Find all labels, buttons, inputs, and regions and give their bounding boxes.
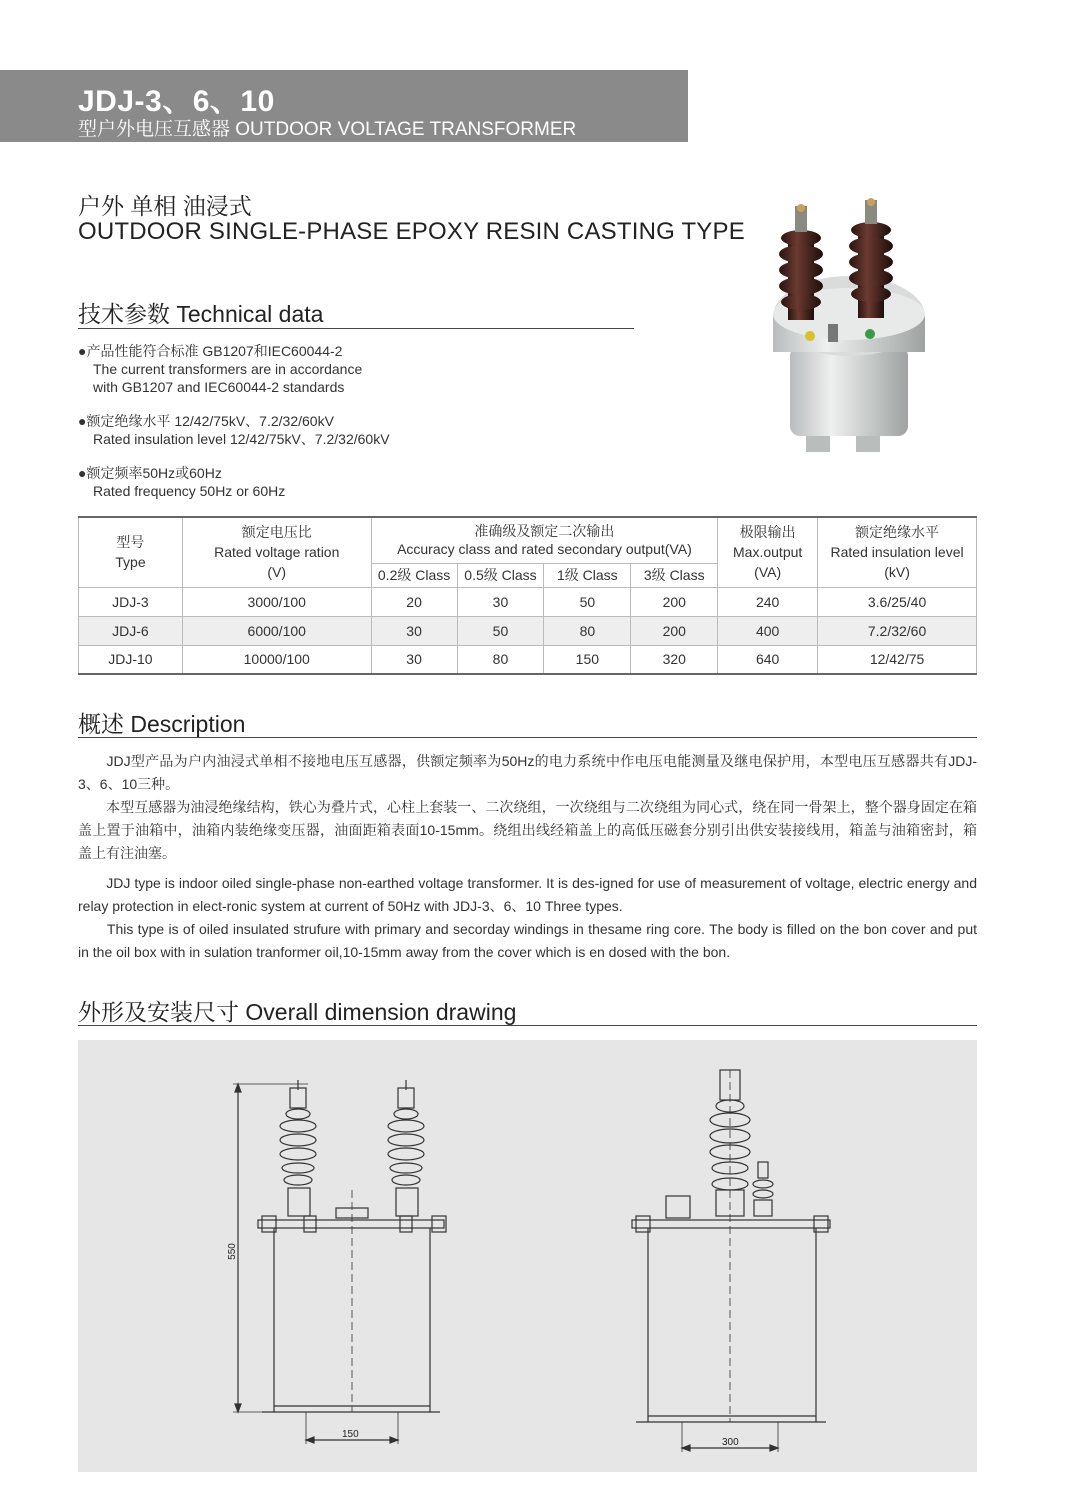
description-cn — [78, 750, 977, 865]
bullet-standard-en1: The current transformers are in accordance — [93, 361, 363, 377]
front-view — [233, 1080, 446, 1444]
bullet-insulation-en: Rated insulation level 12/42/75kV、7.2/32/60kV — [93, 431, 390, 447]
model-title: JDJ-3、6、10 — [78, 85, 275, 118]
col-accuracy: 准确级及额定二次输出 Accuracy class and rated secondary output(VA) — [371, 517, 718, 563]
bullet-insulation-cn: ●额定绝缘水平 12/42/75kV、7.2/32/60kV — [78, 413, 334, 429]
col-max-output: 极限输出 Max.output (VA) — [718, 517, 818, 587]
table-row: JDJ-10 10000/100 30 80 150 320 640 12/42/75 — [79, 645, 977, 674]
dimension-drawing — [78, 1040, 977, 1472]
bullet-standard — [78, 342, 678, 396]
bullet-frequency-cn: ●额定频率50Hz或60Hz — [78, 465, 222, 481]
col-insulation: 额定绝缘水平 Rated insulation level (kV) — [818, 517, 977, 587]
bullet-standard-en2: with GB1207 and IEC60044-2 standards — [93, 379, 345, 395]
drawing-rule — [78, 1025, 977, 1026]
technical-data-heading: 技术参数 Technical data — [78, 301, 324, 327]
table-row: JDJ-6 6000/100 30 50 80 200 400 7.2/32/60 — [79, 616, 977, 645]
banner-subtitle: 型户外电压互感器 OUTDOOR VOLTAGE TRANSFORMER — [78, 119, 577, 140]
left-base-dimension-label: 150 — [342, 1429, 359, 1440]
product-subtitle-cn: 户外 单相 油浸式 — [78, 193, 252, 219]
description-rule — [78, 737, 977, 738]
description-en — [78, 872, 977, 964]
header-banner — [0, 70, 688, 142]
description-cn-p2: 本型互感器为油浸绝缘结构，铁心为叠片式，心柱上套装一、二次绕组，一次绕组与二次绕组为同心式，绕在同一骨架上，整个器身固定在箱盖上置于油箱中，油箱内装绝缘变压器，油面距箱表面10-15mm。绕组出线经箱盖上的高低压磁套分别引出供安装接线用，箱盖与油箱密封，箱盖上有注油塞。 — [78, 799, 977, 861]
technical-data-table — [78, 516, 977, 675]
side-view — [632, 1070, 830, 1452]
product-subtitle-en: OUTDOOR SINGLE-PHASE EPOXY RESIN CASTING TYPE — [78, 218, 745, 245]
class-3: 3级 Class — [631, 563, 718, 587]
drawing-heading: 外形及安装尺寸 Overall dimension drawing — [78, 999, 517, 1025]
class-0-5: 0.5级 Class — [457, 563, 544, 587]
class-1: 1级 Class — [544, 563, 631, 587]
height-dimension-label: 550 — [226, 1243, 238, 1260]
bullet-insulation — [78, 412, 678, 448]
bullet-frequency-en: Rated frequency 50Hz or 60Hz — [93, 483, 286, 499]
class-0-2: 0.2级 Class — [371, 563, 457, 587]
col-type: 型号 Type — [79, 517, 183, 587]
description-cn-p1: JDJ型产品为户内油浸式单相不接地电压互感器，供额定频率为50Hz的电力系统中作电压电能测量及继电保护用，本型电压互感器共有JDJ-3、6、10三种。 — [78, 753, 977, 792]
spec-bullets — [78, 342, 678, 516]
description-heading: 概述 Description — [78, 711, 246, 737]
transformer-photo — [758, 196, 928, 466]
bullet-frequency — [78, 464, 678, 500]
technical-rule — [78, 328, 634, 329]
table-row: JDJ-3 3000/100 20 30 50 200 240 3.6/25/40 — [79, 587, 977, 616]
right-base-dimension-label: 300 — [722, 1437, 739, 1448]
col-ratio: 额定电压比 Rated voltage ration (V) — [182, 517, 371, 587]
description-en-p2: This type is of oiled insulated strufure with primary and secorday windings in thesame ring core. The body is filled on the bon cover and put in the oil box with in sulation tranformer oil,10-15mm away from the cover which is en dosed with the bon. — [78, 921, 977, 960]
bullet-standard-cn: ●产品性能符合标准 GB1207和IEC60044-2 — [78, 343, 343, 359]
description-en-p1: JDJ type is indoor oiled single-phase non-earthed voltage transformer. It is des-igned for use of measurement of voltage, electric energy and relay protection in elect-ronic system at current of 50Hz with JDJ-3、6、10 Three types. — [78, 875, 977, 914]
